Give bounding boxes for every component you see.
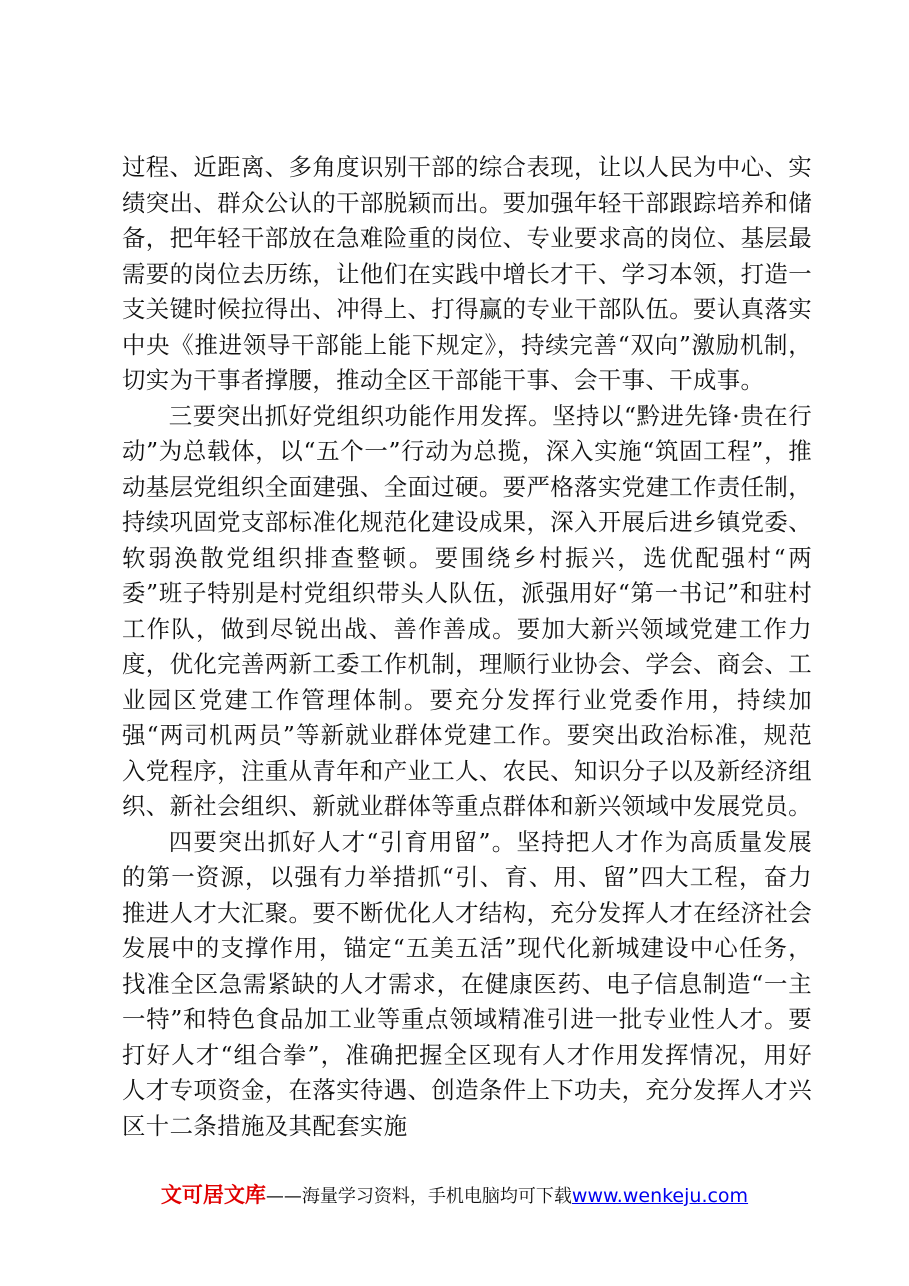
paragraph-1: 过程、近距离、多角度识别干部的综合表现，让以人民为中心、实绩突出、群众公认的干部脱颖而出。要加强年轻干部跟踪培养和储备，把年轻干部放在急难险重的岗位、专业要求高的岗位、基层最需要的岗位去历练，让他们在实践中增长才干、学习本领，打造一支关键时候拉得出、冲得上、打得赢的专业干部队伍。要认真落实中央《推进领导干部能上能下规定》，持续完善“双向”激励机制，切实为干事者撑腰，推动全区干部能干事、会干事、干成事。 <box>122 153 812 394</box>
footer-tagline: ——海量学习资料，手机电脑均可下载 <box>265 1186 572 1207</box>
footer-brand: 文可居文库 <box>160 1183 266 1207</box>
paragraph-3: 四要突出抓好人才“引育用留”。坚持把人才作为高质量发展的第一资源，以强有力举措抓“引、育、用、留”四大工程，奋力推进人才大汇聚。要不断优化人才结构，充分发挥人才在经济社会发展中的支撑作用，锚定“五美五活”现代化新城建设中心任务，找准全区急需紧缺的人才需求，在健康医药、电子信息制造“一主一特”和特色食品加工业等重点领域精准引进一批专业性人才。要打好人才“组合拳”，准确把握全区现有人才作用发挥情况，用好人才专项资金，在落实待遇、创造条件上下功夫，充分发挥人才兴区十二条措施及其配套实施 <box>122 827 812 1140</box>
footer-banner <box>0 1180 909 1212</box>
paragraph-2: 三要突出抓好党组织功能作用发挥。坚持以“黔进先锋·贵在行动”为总载体，以“五个一”行动为总揽，深入实施“筑固工程”，推动基层党组织全面建强、全面过硬。要严格落实党建工作责任制，持续巩固党支部标准化规范化建设成果，深入开展后进乡镇党委、软弱涣散党组织排查整顿。要围绕乡村振兴，选优配强村“两委”班子特别是村党组织带头人队伍，派强用好“第一书记”和驻村工作队，做到尽锐出战、善作善成。要加大新兴领域党建工作力度，优化完善两新工委工作机制，理顺行业协会、学会、商会、工业园区党建工作管理体制。要充分发挥行业党委作用，持续加强“两司机两员”等新就业群体党建工作。要突出政治标准，规范入党程序，注重从青年和产业工人、农民、知识分子以及新经济组织、新社会组织、新就业群体等重点群体和新兴领域中发展党员。 <box>122 401 812 820</box>
body-text <box>122 150 812 1144</box>
footer-site-link[interactable]: www.wenkeju.com <box>571 1185 749 1207</box>
